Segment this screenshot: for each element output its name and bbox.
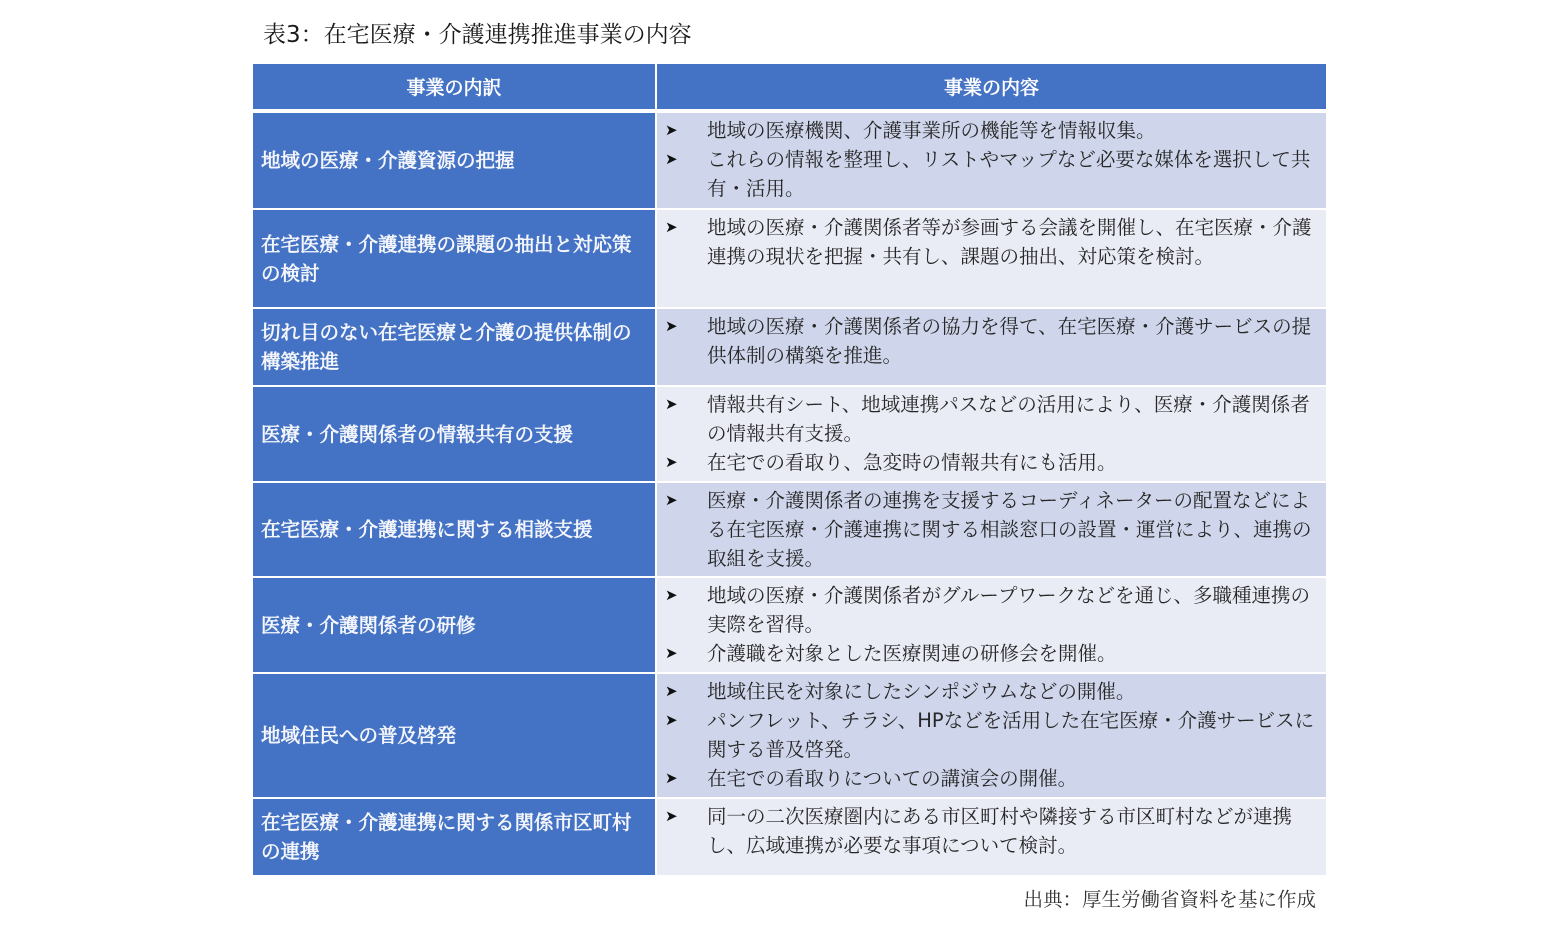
row-content: [657, 578, 1326, 672]
content-item: ➤ 地域の医療・介護関係者がグループワークなどを通じ、多職種連携の実際を習得。: [665, 581, 1318, 639]
table-title: 表3：在宅医療・介護連携推進事業の内容: [263, 22, 692, 48]
content-item: ➤ 同一の二次医療圏内にある市区町村や隣接する市区町村などが連携し、広域連携が必要な事項について検討。: [665, 802, 1318, 860]
row-content: [657, 210, 1326, 307]
content-item: ➤ 地域の医療・介護関係者等が参画する会議を開催し、在宅医療・介護連携の現状を把握・共有し、課題の抽出、対応策を検討。: [665, 213, 1318, 271]
row-category: 地域住民への普及啓発: [253, 674, 655, 797]
content-item: ➤ パンフレット、チラシ、HPなどを活用した在宅医療・介護サービスに関する普及啓発。: [665, 706, 1318, 764]
row-category: 在宅医療・介護連携に関する相談支援: [253, 483, 655, 576]
row-category: 切れ目のない在宅医療と介護の提供体制の構築推進: [253, 309, 655, 385]
row-content: [657, 309, 1326, 385]
table-row: [253, 113, 1326, 208]
arrowhead-bullet-icon: ➤: [665, 682, 678, 700]
arrowhead-bullet-icon: ➤: [665, 491, 678, 509]
row-category: 地域の医療・介護資源の把握: [253, 113, 655, 208]
arrowhead-bullet-icon: ➤: [665, 395, 678, 413]
arrowhead-bullet-icon: ➤: [665, 150, 678, 168]
table-row: [253, 578, 1326, 672]
header-breakdown: 事業の内訳: [253, 64, 655, 109]
arrowhead-bullet-icon: ➤: [665, 218, 678, 236]
content-item: ➤ 地域住民を対象にしたシンポジウムなどの開催。: [665, 677, 1318, 706]
arrowhead-bullet-icon: ➤: [665, 711, 678, 729]
row-category: 在宅医療・介護連携の課題の抽出と対応策の検討: [253, 210, 655, 307]
row-category: 医療・介護関係者の研修: [253, 578, 655, 672]
content-item: ➤ 在宅での看取りについての講演会の開催。: [665, 764, 1318, 793]
table-row: [253, 483, 1326, 576]
row-category: 医療・介護関係者の情報共有の支援: [253, 387, 655, 481]
content-item: ➤ 介護職を対象とした医療関連の研修会を開催。: [665, 639, 1318, 668]
row-content: [657, 387, 1326, 481]
content-item: ➤ 地域の医療機関、介護事業所の機能等を情報収集。: [665, 116, 1318, 145]
content-item: ➤ 在宅での看取り、急変時の情報共有にも活用。: [665, 448, 1318, 477]
arrowhead-bullet-icon: ➤: [665, 453, 678, 471]
table-row: [253, 799, 1326, 875]
arrowhead-bullet-icon: ➤: [665, 586, 678, 604]
table-row: [253, 674, 1326, 797]
arrowhead-bullet-icon: ➤: [665, 121, 678, 139]
content-item: ➤ 医療・介護関係者の連携を支援するコーディネーターの配置などによる在宅医療・介護連携に関する相談窓口の設置・運営により、連携の取組を支援。: [665, 486, 1318, 573]
header-content: 事業の内容: [657, 64, 1326, 109]
content-item: ➤ これらの情報を整理し、リストやマップなど必要な媒体を選択して共有・活用。: [665, 145, 1318, 203]
table-row: [253, 387, 1326, 481]
arrowhead-bullet-icon: ➤: [665, 317, 678, 335]
table-row: [253, 210, 1326, 307]
arrowhead-bullet-icon: ➤: [665, 644, 678, 662]
table-header-row: [253, 64, 1326, 109]
content-item: ➤ 情報共有シート、地域連携パスなどの活用により、医療・介護関係者の情報共有支援。: [665, 390, 1318, 448]
business-content-table: [253, 64, 1326, 877]
row-content: [657, 799, 1326, 875]
content-item: ➤ 地域の医療・介護関係者の協力を得て、在宅医療・介護サービスの提供体制の構築を推進。: [665, 312, 1318, 370]
row-content: [657, 113, 1326, 208]
row-category: 在宅医療・介護連携に関する関係市区町村の連携: [253, 799, 655, 875]
arrowhead-bullet-icon: ➤: [665, 769, 678, 787]
row-content: [657, 483, 1326, 576]
table-row: [253, 309, 1326, 385]
arrowhead-bullet-icon: ➤: [665, 807, 678, 825]
source-note: 出典：厚生労働省資料を基に作成: [1023, 888, 1316, 911]
row-content: [657, 674, 1326, 797]
